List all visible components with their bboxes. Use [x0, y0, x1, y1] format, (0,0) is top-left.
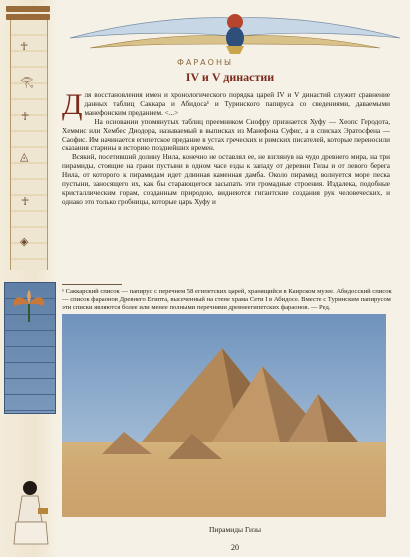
- running-header: ФАРАОНЫ: [176, 58, 234, 67]
- decorative-column: [0, 0, 58, 557]
- hieroglyph-icon: ☥: [21, 196, 30, 208]
- hieroglyph-icon: 𓂀: [20, 76, 34, 88]
- hieroglyph-icon: ◬: [20, 151, 29, 163]
- footnote-text: ¹ Саккарский список — папирус с перечнем 58 египетских царей, хранящийся в Каирском музее. Абидосский список — список фараонов Древнего Египта, высеченный на стене храма Сети I в Абидосе. Вместе с Туринским папирусом эти списки являются более или менее полными перечнями древнеегипетских фараонов. — Ред.: [62, 288, 392, 311]
- footnote: [62, 284, 392, 312]
- seated-scribe-icon: [8, 478, 52, 548]
- footnote-rule: [62, 284, 122, 285]
- pyramids-image: [62, 314, 386, 517]
- page-number: 20: [231, 543, 239, 552]
- column-capital: [6, 6, 50, 12]
- hieroglyph-icon: ☥: [20, 41, 29, 53]
- pyramids-photo: [62, 314, 386, 517]
- lotus-icon: [8, 290, 50, 324]
- winged-scarab-icon: [70, 8, 400, 56]
- photo-caption: Пирамиды Гизы: [208, 525, 262, 534]
- chapter-title: IV и V династии: [185, 70, 275, 84]
- paragraph: ля восстановления имен и хронологического порядка царей IV и V династий служит сравнение данных таблиц Саккара и Абидоса¹ и Туринского папируса со сведениями, даваемыми манефонским преданием. <...>: [84, 91, 390, 117]
- paragraph: На основании упомянутых таблиц преемником Снофру признается Хуфу — Хеопс Геродота, Хеммис или Хембес Диодора, называемый в выписках из Манефона Суфис, а в списках Эратосфена — Саофис. Им начинается египетское предание в устах греческих и римских писателей, которые переносили сказания старины в историю позднейших времен.: [62, 117, 390, 153]
- hieroglyph-icon: ☥: [21, 111, 30, 123]
- hieroglyph-icon: ◈: [20, 236, 29, 248]
- drop-cap: Д: [62, 88, 83, 121]
- paragraph: Всякий, посетивший долину Нила, конечно не оставлял ее, не взглянув на чудо древнего мира, на три пирамиды, стоящие на грани пустыни в одном часе езды к западу от деревни Гизы и от левого берега Нила, от которого к пирамидам идет длинная каменная дамба. Около пирамид волнуется море песка пустыни, заносящего их, как бы старающегося засыпать эти громадные строения. Издалека, подобные кристаллическим горам, созданным природою, виднеются гигантские создания рук человеческих, и однако это только гробницы, которые царь Хуфу и: [62, 153, 390, 206]
- body-text: [62, 88, 390, 207]
